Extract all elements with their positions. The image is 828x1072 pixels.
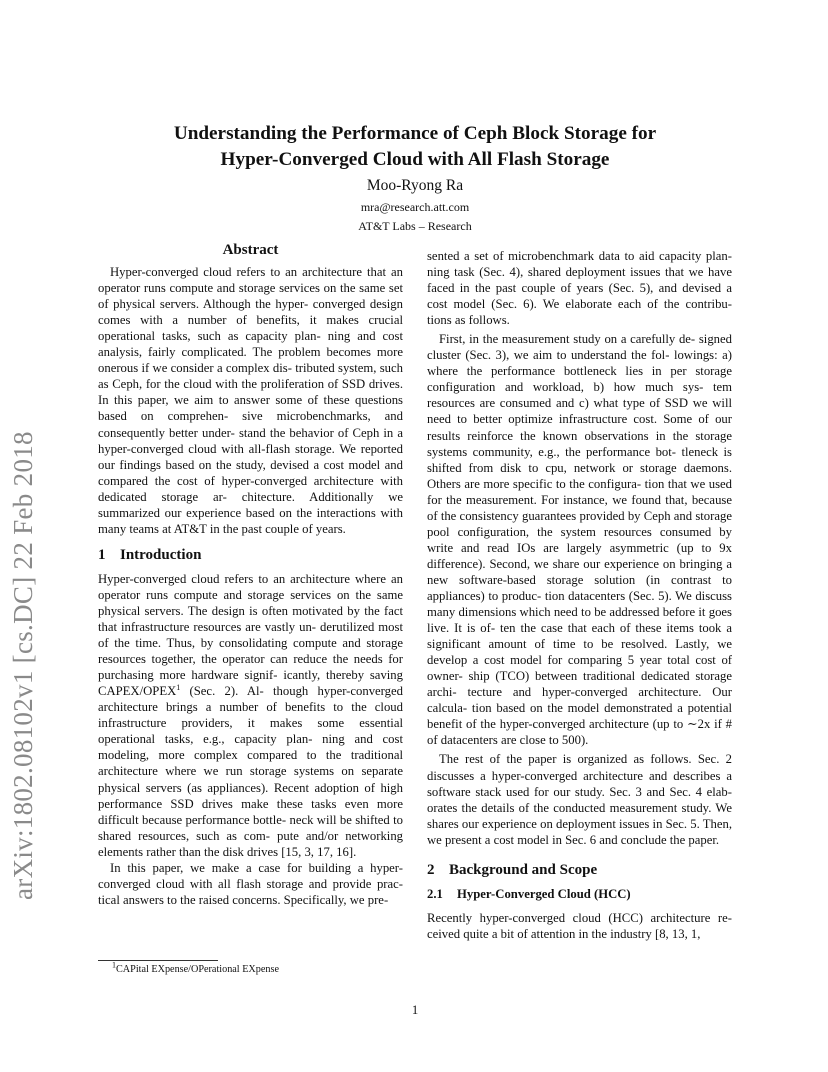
text-line: share our experience on bringing a new software-based xyxy=(427,556,732,587)
text-line: discusses a hyper-converged architecture and describes a xyxy=(427,768,732,783)
text-line: tributed system, such as Ceph, for the cloud with the xyxy=(98,361,403,392)
intro-paragraph-1 xyxy=(98,571,403,860)
text-line: adoption of high performance SSD drives make these xyxy=(98,780,403,811)
text-line: makes crucial operational tasks, such as capacity plan- xyxy=(98,313,403,344)
text-line: largely asymmetric (up to 9x difference). Second, we xyxy=(427,540,732,571)
section-number: 2 xyxy=(427,861,435,878)
subsection-2-1-heading xyxy=(427,886,732,902)
intro-paragraph-2 xyxy=(98,860,403,908)
text-line: ning and cost modeling, more complex compared to the xyxy=(98,732,403,763)
section-number: 1 xyxy=(98,546,106,563)
footnote-ref: 1 xyxy=(176,682,181,692)
text-line: which need to be addressed before it goes live. It is of- xyxy=(427,605,732,636)
text-line: by the fact that infrastructure resources are vastly un- xyxy=(98,603,403,635)
text-line: will need to better optimize infrastructure cost. Some xyxy=(427,396,732,427)
text-line: drives [15, 3, 17, 16]. xyxy=(247,844,357,859)
text-line: with all-flash storage. We reported our findings based on xyxy=(98,441,403,472)
text-line: compute and storage resources together, the operator can xyxy=(98,636,403,667)
text-line: tecture and hyper-converged architecture. Our calcula- xyxy=(427,685,732,716)
text-line: neck will be shifted to shared resources, such as com- xyxy=(98,812,403,843)
page-number: 1 xyxy=(411,1003,419,1017)
text-line: ning and cost analysis, fairly complicated. The problem xyxy=(98,329,403,360)
text-line: orates the details of the conducted measurement study. xyxy=(427,800,716,815)
section-2-heading xyxy=(427,862,732,878)
text-line: proliferation of SSD drives. In this paper, we aim to xyxy=(98,377,404,408)
text-line: amount of time to be resolved. Lastly, we develop a xyxy=(427,637,732,668)
text-line: pute and/or networking elements rather than the disk xyxy=(98,828,404,859)
body-paragraph xyxy=(427,331,732,748)
text-line: paper. xyxy=(688,832,720,847)
text-line: stand the behavior of Ceph in a hyper-converged cloud xyxy=(98,425,403,456)
body-paragraph xyxy=(427,248,732,328)
text-line: storage configuration and workload, b) how much sys- xyxy=(427,364,732,395)
title-line: Understanding the Performance of Ceph Block Storage for xyxy=(173,123,657,144)
text-line: storage systems community, e.g., the performance bot- xyxy=(427,428,732,459)
body-paragraph xyxy=(427,910,732,942)
text-line: tical answers to the raised concerns. Specifically, we pre- xyxy=(98,892,389,907)
text-line: benefits to the cloud infrastructure providers, it makes xyxy=(98,700,403,731)
text-line: sive microbenchmarks, and consequently better under- xyxy=(98,409,403,440)
abstract-paragraph xyxy=(98,264,403,537)
text-line: software stack used for our study. Sec. 3 and Sec. 4 elab- xyxy=(427,784,732,799)
text-line: of the hyper-converged architecture (up to ∼2x if # of xyxy=(427,717,732,748)
text-line: answer some of these questions based on comprehen- xyxy=(98,393,403,424)
text-line: ning task (Sec. 4), shared deployment issues that we have xyxy=(427,265,732,280)
text-line: (Sec. 2). Al- xyxy=(180,684,264,699)
text-line: Hyper-converged cloud refers to an architecture that xyxy=(110,265,392,280)
text-line: cost model for comparing 5 year total cost of owner- xyxy=(427,653,733,684)
text-line: daemons. Others are more specific to the configura- xyxy=(427,460,732,491)
text-line: ceived quite a bit of attention in the industry [8, 13, 1, xyxy=(427,926,701,941)
subsection-number: 2.1 xyxy=(427,886,443,901)
text-line: tem resources are consumed and c) what type of SSD we xyxy=(427,380,732,411)
footnote xyxy=(112,960,279,975)
text-line: Recently hyper-converged cloud (HCC) architecture re- xyxy=(427,910,732,925)
section-1-heading xyxy=(98,547,403,563)
text-line: hyper-converged architecture with dedicated storage ar- xyxy=(98,473,403,504)
text-line: ten the case that each of these items took a significant xyxy=(427,621,732,652)
text-line: of our results reinforce the known observations in the xyxy=(427,412,732,443)
text-line: cost model (Sec. 6). We elaborate each of the contribu- xyxy=(427,297,732,312)
left-column xyxy=(98,242,403,908)
text-line: same physical servers. The design is often motivated xyxy=(98,587,403,618)
text-line: The rest of the paper is organized as follows. Sec. 2 xyxy=(439,752,732,767)
text-line: First, in the measurement study on a carefully de- xyxy=(439,332,699,347)
subsection-title: Hyper-Converged Cloud (HCC) xyxy=(457,886,631,901)
text-line: reduce the needs for purchasing more hardware signif- xyxy=(98,652,403,683)
text-line: provided by Ceph and storage pool configuration, the xyxy=(427,508,732,539)
text-line: tion based on the model demonstrated a potential benefit xyxy=(427,701,732,732)
text-line: tion datacenters (Sec. 5). We discuss many dimensions xyxy=(427,588,732,620)
text-line: an operator runs compute and storage services on the xyxy=(98,265,403,296)
text-line: an operator runs compute and storage services on the xyxy=(98,571,403,602)
text-line: tleneck is shifted from disk to cpu, network or storage xyxy=(427,444,732,475)
right-column xyxy=(427,248,732,942)
text-line: converged cloud with all flash storage and provide prac- xyxy=(98,876,403,891)
text-line: We shares our experience on deployment issues in Sec. 5. xyxy=(427,800,732,831)
body-paragraph xyxy=(427,751,732,847)
footnote-text: CAPital EXpense/OPerational EXpense xyxy=(116,964,279,975)
arxiv-stamp: arXiv:1802.08102v1 [cs.DC] 22 Feb 2018 xyxy=(8,431,38,900)
text-line: the study, devised a cost model and compared the cost of xyxy=(98,457,403,488)
author-affiliation: AT&T Labs – Research xyxy=(358,219,472,233)
author-email: mra@research.att.com xyxy=(360,200,470,214)
text-line: the past couple of years. xyxy=(222,521,346,536)
text-line: some essential operational tasks, e.g., capacity plan- xyxy=(98,716,403,747)
title-line: Hyper-Converged Cloud with All Flash Storage xyxy=(220,149,610,170)
text-line: lowings: a) where the performance bottleneck lies in per xyxy=(427,348,732,379)
text-line: tions as follows. xyxy=(427,313,510,328)
footnote-mark: 1 xyxy=(112,960,116,970)
text-line: system resources consumed by write and read IOs are xyxy=(427,524,732,555)
text-line: signed cluster (Sec. 3), we aim to understand the fol- xyxy=(427,332,732,363)
text-line: derutilized most of the time. Thus, by consolidating xyxy=(98,620,403,651)
text-line: Hyper-converged cloud refers to an architecture where xyxy=(98,571,392,586)
footnote-rule xyxy=(98,960,218,961)
text-line: same set of physical servers. Although the hyper- xyxy=(98,281,403,312)
text-line: faced in the past couple of years (Sec. 5), and devised a xyxy=(427,281,732,296)
text-line: sented a set of microbenchmark data to aid capacity plan- xyxy=(427,249,732,263)
paper-title xyxy=(100,121,730,173)
text-line: on separate physical servers (as appliances). Recent xyxy=(98,764,404,795)
text-line: storage solution (in contrast to appliances) to produc- xyxy=(427,572,732,603)
section-title: Introduction xyxy=(120,546,202,563)
text-line: In this paper, we make a case for building a hyper- xyxy=(110,860,403,875)
text-line: Then, we present a cost model in Sec. 6 and conclude the xyxy=(427,816,732,847)
text-line: tasks even more difficult because performance bottle- xyxy=(98,796,403,827)
text-line: based on the interactions with many teams at AT&T in xyxy=(98,505,404,536)
text-line: though hyper-converged architecture brings a number of xyxy=(98,684,403,715)
text-line: datacenters are close to 500). xyxy=(440,733,589,748)
text-line: ship (TCO) between traditional dedicated storage archi- xyxy=(427,669,732,700)
section-title: Background and Scope xyxy=(449,861,598,878)
text-line: icantly, thereby saving CAPEX/OPEX xyxy=(98,668,403,699)
text-line: tion that we used for the measurement. For instance, xyxy=(427,476,732,507)
text-line: becomes more onerous if we consider a complex dis- xyxy=(98,345,403,376)
text-line: chitecture. Additionally we summarized our experience xyxy=(98,489,403,520)
text-line: we found that, because of the consistency guarantees xyxy=(427,492,732,523)
author-name: Moo-Ryong Ra xyxy=(366,177,464,194)
abstract-heading: Abstract xyxy=(222,242,279,258)
text-line: converged design comes with a number of benefits, it xyxy=(98,297,403,328)
text-line: traditional architecture where we run storage systems xyxy=(98,748,403,779)
